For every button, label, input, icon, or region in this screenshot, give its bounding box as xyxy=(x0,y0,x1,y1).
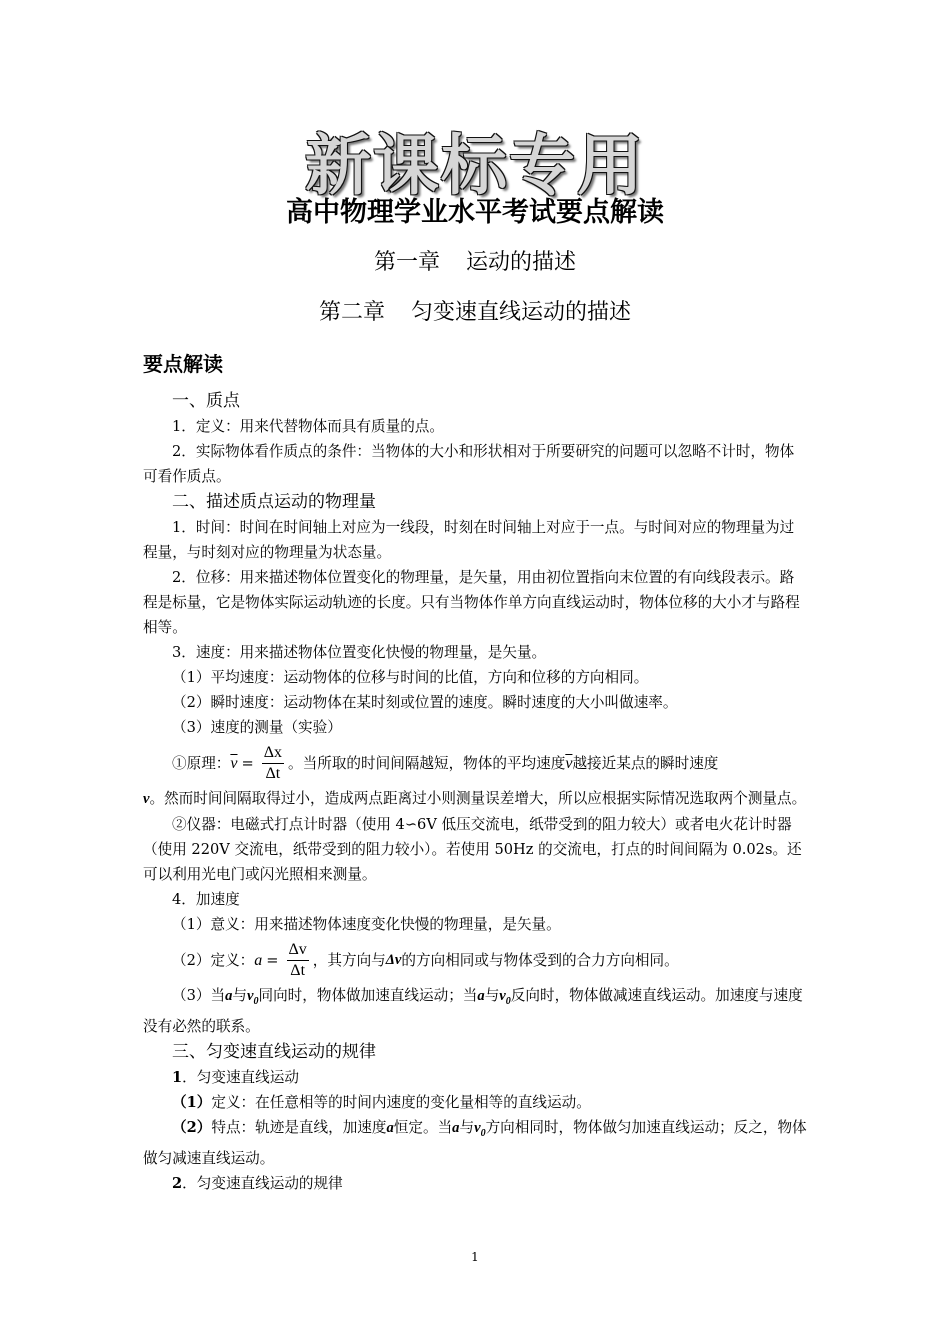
subscript: 0 xyxy=(480,1127,486,1139)
paragraph: 4．加速度 xyxy=(172,891,240,908)
fraction-numerator: Δv xyxy=(287,940,309,961)
paragraph: （1）意义：用来描述物体速度变化快慢的物理量，是矢量。 xyxy=(172,916,561,933)
text-run: 与 xyxy=(484,987,500,1004)
equals-sign: = xyxy=(266,951,279,969)
text-run: 与 xyxy=(459,1118,475,1136)
initial-velocity-symbol: v xyxy=(246,988,254,1004)
average-velocity-symbol: $\overline{v}$ xyxy=(230,754,238,772)
paragraph: （1）平均速度：运动物体的位移与时间的比值，方向和位移的方向相同。 xyxy=(172,669,649,686)
item-number: （1） xyxy=(172,1093,212,1111)
banner-title: 新课标专用 xyxy=(305,127,645,204)
paragraph xyxy=(143,786,808,812)
page-number: 1 xyxy=(471,1250,479,1264)
fraction-denominator: Δt xyxy=(265,764,281,782)
chapter-2-name: 匀变速直线运动的描述 xyxy=(411,300,632,325)
paragraph: 2．实际物体看作质点的条件：当物体的大小和形状相对于所要研究的问题可以忽略不计时，物体可看作质点。 xyxy=(143,443,795,485)
formula-prefix: ①原理： xyxy=(172,754,231,772)
fraction-numerator: Δx xyxy=(262,743,284,764)
acceleration-symbol: a xyxy=(386,1119,394,1136)
subscript: 0 xyxy=(253,995,259,1007)
paragraph: 2．位移：用来描述物体位置变化的物理量，是矢量，用由初位置指向末位置的有向线段表示。路程是标量，它是物体实际运动轨迹的长度。只有当物体作单方向直线运动时，物体位移的大小才与路程相等。 xyxy=(143,569,800,636)
document-title: 高中物理学业水平考试要点解读 xyxy=(286,197,664,228)
text-run: 反向时，物体做减速直线运动。加速度与速度没有必然的联系。 xyxy=(143,987,803,1035)
content-body xyxy=(143,388,808,1196)
equals-sign: = xyxy=(241,754,254,772)
paragraph xyxy=(143,1090,808,1115)
paragraph xyxy=(143,1171,808,1196)
initial-velocity-symbol: v xyxy=(499,988,506,1004)
average-velocity-symbol: $\overline{v}$ xyxy=(565,754,573,772)
paragraph: （2）瞬时速度：运动物体在某时刻或位置的速度。瞬时速度的大小叫做速率。 xyxy=(172,694,678,711)
item-number: 2 xyxy=(172,1174,183,1192)
chapter-1-heading xyxy=(0,245,950,276)
subscript: 0 xyxy=(505,995,511,1007)
paragraph xyxy=(143,1065,808,1090)
formula-prefix: （2）定义： xyxy=(172,951,255,969)
text-run: 恒定。当 xyxy=(393,1118,453,1136)
chapter-1-name: 运动的描述 xyxy=(466,250,577,275)
chapter-1-number: 第一章 xyxy=(373,250,440,275)
chapter-2-number: 第二章 xyxy=(318,300,385,325)
acceleration-symbol: a xyxy=(254,951,263,969)
fraction-dx-dt xyxy=(262,743,284,784)
text-run: ．匀变速直线运动 xyxy=(182,1068,299,1086)
formula-text: 。当所取的时间间隔越短，物体的平均速度 xyxy=(288,754,566,772)
text-run: 同向时，物体做加速直线运动；当 xyxy=(258,987,478,1004)
heading-particle: 一、质点 xyxy=(172,391,240,411)
acceleration-symbol: a xyxy=(225,988,233,1004)
paragraph-text: 。然而时间间隔取得过小，造成两点距离过小则测量误差增大，所以应根据实际情况选取两个测量点。 xyxy=(149,790,807,807)
text-run: 特点：轨迹是直线，加速度 xyxy=(211,1118,387,1136)
paragraph: 1．定义：用来代替物体而具有质量的点。 xyxy=(172,418,444,435)
paragraph: （3）速度的测量（实验） xyxy=(172,719,342,736)
item-number: （2） xyxy=(172,1118,212,1136)
formula-velocity-line xyxy=(143,740,808,786)
paragraph xyxy=(143,983,808,1039)
fraction-dv-dt xyxy=(287,940,309,981)
initial-velocity-symbol: v xyxy=(474,1119,481,1136)
text-run: 与 xyxy=(232,987,247,1004)
text-run: 定义：在任意相等的时间内速度的变化量相等的直线运动。 xyxy=(211,1093,591,1111)
paragraph xyxy=(143,1115,808,1171)
formula-text: ，其方向与 xyxy=(312,951,386,969)
delta-v-symbol: Δv xyxy=(385,951,402,968)
section-title: 要点解读 xyxy=(143,352,223,376)
text-run: （3）当 xyxy=(172,987,226,1004)
paragraph: 3．速度：用来描述物体位置变化快慢的物理量，是矢量。 xyxy=(172,644,547,661)
item-number: 1 xyxy=(172,1068,183,1086)
acceleration-symbol: a xyxy=(477,988,485,1004)
formula-text: 的方向相同或与物体受到的合力方向相同。 xyxy=(401,951,679,969)
paragraph: ②仪器：电磁式打点计时器（使用 4∽6V 低压交流电，纸带受到的阻力较大）或者电火花计时器（使用 220V 交流电，纸带受到的阻力较小）。若使用 50Hz 的交流电，打点的时间间隔为 0.02s。还可以利用光电门或闪光照相来测量。 xyxy=(143,816,802,883)
velocity-symbol: v xyxy=(143,791,150,807)
formula-acceleration-line xyxy=(143,937,808,983)
text-run: 方向相同时，物体做匀加速直线运动；反之，物体做匀减速直线运动。 xyxy=(143,1118,807,1167)
chapter-2-heading xyxy=(0,295,950,326)
text-run: ．匀变速直线运动的规律 xyxy=(182,1174,343,1192)
heading-uniform-motion: 三、匀变速直线运动的规律 xyxy=(172,1041,376,1062)
heading-quantities: 二、描述质点运动的物理量 xyxy=(172,492,376,512)
formula-text: 越接近某点的瞬时速度 xyxy=(572,754,719,772)
acceleration-symbol: a xyxy=(452,1119,460,1136)
paragraph: 1．时间：时间在时间轴上对应为一线段，时刻在时间轴上对应于一点。与时间对应的物理量为过程量，与时刻对应的物理量为状态量。 xyxy=(143,519,795,561)
fraction-denominator: Δt xyxy=(290,961,306,979)
